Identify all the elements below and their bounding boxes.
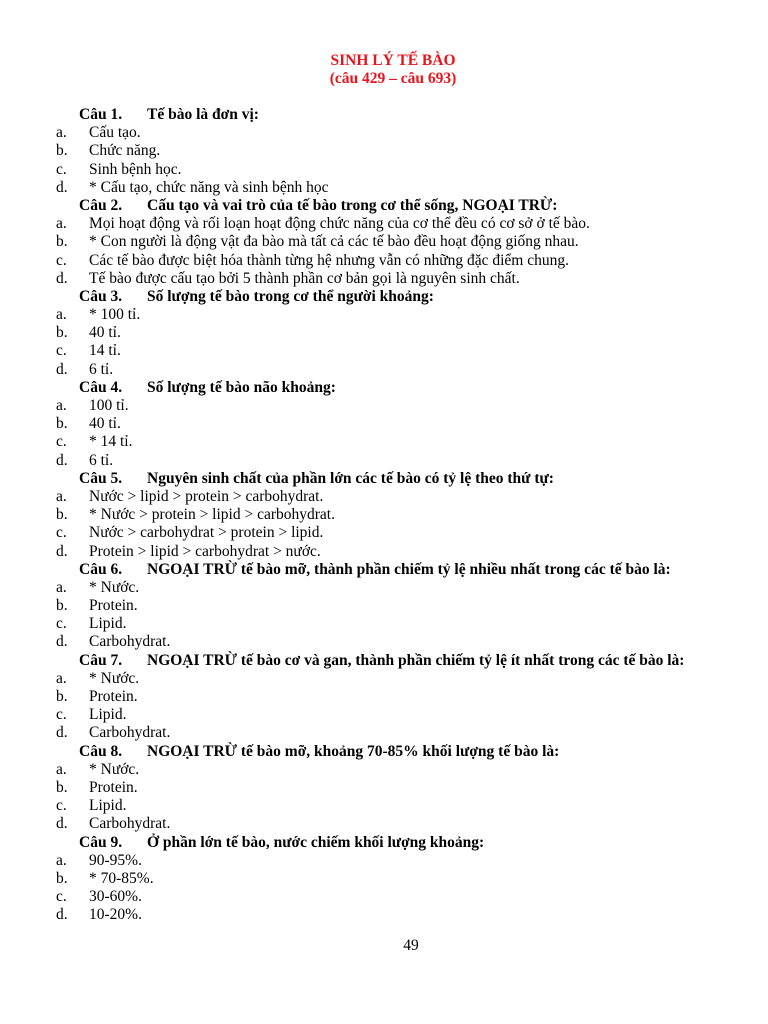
option-text: Protein. <box>89 688 138 705</box>
answer-option <box>0 597 768 615</box>
question-text: NGOẠI TRỪ tế bào cơ và gan, thành phần chiếm tỷ lệ ít nhất trong các tế bào là: <box>147 651 685 669</box>
option-text: Carbohydrat. <box>89 815 171 833</box>
answer-option <box>0 815 768 833</box>
answer-option <box>0 906 768 924</box>
option-text: 40 tỉ. <box>89 324 121 342</box>
option-text: * Nước. <box>89 578 140 596</box>
option-letter: c. <box>56 433 67 451</box>
option-text: Sinh bệnh học. <box>89 160 182 178</box>
option-text: Carbohydrat. <box>89 724 171 742</box>
answer-option <box>0 506 768 524</box>
question-4 <box>0 379 768 397</box>
option-text: 90-95%. <box>89 851 142 869</box>
option-text: Lipid. <box>89 615 127 633</box>
answer-option <box>0 179 768 197</box>
option-text: 6 tỉ. <box>89 360 114 378</box>
question-number: Câu 4. <box>79 378 123 396</box>
answer-option <box>0 633 768 651</box>
question-7 <box>0 652 768 670</box>
option-letter: b. <box>56 415 68 433</box>
question-9 <box>0 834 768 852</box>
question-text: NGOẠI TRỪ tế bào mỡ, thành phần chiếm tỷ lệ nhiều nhất trong các tế bào là: <box>147 560 671 578</box>
question-text: Số lượng tế bào trong cơ thể người khoảng: <box>147 287 434 305</box>
answer-option <box>0 524 768 542</box>
answer-option <box>0 797 768 815</box>
answer-option <box>0 124 768 142</box>
option-letter: b. <box>56 324 68 342</box>
option-text: Cấu tạo. <box>89 124 141 142</box>
document-title <box>0 52 768 88</box>
option-letter: d. <box>56 815 68 833</box>
option-letter: a. <box>56 487 67 505</box>
option-text: Protein. <box>89 778 138 796</box>
option-text: Mọi hoạt động và rối loạn hoạt động chức năng của cơ thể đều có cơ sở ở tế bào. <box>89 215 590 233</box>
option-text: Nước > lipid > protein > carbohydrat. <box>89 487 324 505</box>
question-1 <box>0 106 768 124</box>
option-letter: d. <box>56 360 68 378</box>
answer-option <box>0 142 768 160</box>
option-text: 100 tỉ. <box>89 397 129 414</box>
option-letter: a. <box>56 760 67 778</box>
answer-option <box>0 706 768 724</box>
title-main: SINH LÝ TẾ BÀO <box>330 52 456 69</box>
option-text: 10-20%. <box>89 906 142 924</box>
option-text: Protein. <box>89 597 138 615</box>
option-text: Lipid. <box>89 706 127 724</box>
answer-option <box>0 306 768 324</box>
question-3 <box>0 288 768 306</box>
option-letter: a. <box>56 578 67 596</box>
answer-option <box>0 433 768 451</box>
option-text: 6 tỉ. <box>89 451 114 469</box>
question-text: Cấu tạo và vai trò của tế bào trong cơ thể sống, NGOẠI TRỪ: <box>147 196 558 214</box>
question-number: Câu 8. <box>79 742 123 760</box>
answer-option <box>0 779 768 797</box>
question-6 <box>0 561 768 579</box>
option-text: Lipid. <box>89 797 127 815</box>
answer-option <box>0 397 768 415</box>
question-text: Ở phần lớn tế bào, nước chiếm khối lượng khoảng: <box>147 833 485 851</box>
option-text: * 14 tỉ. <box>89 433 133 451</box>
option-letter: d. <box>56 269 68 287</box>
option-letter: b. <box>56 597 68 615</box>
question-text: Số lượng tế bào não khoảng: <box>147 378 336 396</box>
option-letter: b. <box>56 869 68 887</box>
answer-option <box>0 342 768 360</box>
option-letter: c. <box>56 615 67 633</box>
option-text: Các tế bào được biệt hóa thành từng hệ nhưng vẫn có những đặc điểm chung. <box>89 251 569 269</box>
option-text: * Cấu tạo, chức năng và sinh bệnh học <box>89 178 329 196</box>
option-text: * Nước > protein > lipid > carbohydrat. <box>89 506 335 524</box>
question-number: Câu 7. <box>79 651 123 669</box>
answer-option <box>0 361 768 379</box>
question-number: Câu 5. <box>79 469 123 487</box>
option-letter: c. <box>56 706 67 724</box>
answer-option <box>0 252 768 270</box>
question-5 <box>0 470 768 488</box>
option-letter: a. <box>56 306 67 324</box>
page-number: 49 <box>403 937 419 954</box>
option-letter: c. <box>56 888 67 906</box>
question-list <box>0 106 768 924</box>
option-text: 40 tỉ. <box>89 415 121 433</box>
option-letter: c. <box>56 342 67 360</box>
title-range: (câu 429 – câu 693) <box>329 70 457 87</box>
answer-option <box>0 579 768 597</box>
answer-option <box>0 324 768 342</box>
answer-option <box>0 488 768 506</box>
option-letter: b. <box>56 142 68 160</box>
question-text: Tế bào là đơn vị: <box>147 106 259 123</box>
question-number: Câu 3. <box>79 287 123 305</box>
option-letter: b. <box>56 233 68 251</box>
option-letter: d. <box>56 451 68 469</box>
option-text: 14 tỉ. <box>89 342 121 360</box>
answer-option <box>0 724 768 742</box>
option-text: Nước > carbohydrat > protein > lipid. <box>89 524 324 542</box>
question-text: Nguyên sinh chất của phần lớn các tế bào có tỷ lệ theo thứ tự: <box>147 469 554 487</box>
option-text: Tế bào được cấu tạo bởi 5 thành phần cơ bản gọi là nguyên sinh chất. <box>89 269 520 287</box>
option-letter: c. <box>56 251 67 269</box>
question-2 <box>0 197 768 215</box>
option-letter: b. <box>56 506 68 524</box>
question-text: NGOẠI TRỪ tế bào mỡ, khoảng 70-85% khối lượng tế bào là: <box>147 742 560 760</box>
option-letter: a. <box>56 669 67 687</box>
answer-option <box>0 452 768 470</box>
question-number: Câu 6. <box>79 560 123 578</box>
option-letter: c. <box>56 160 67 178</box>
question-number: Câu 2. <box>79 196 123 214</box>
option-letter: c. <box>56 524 67 542</box>
option-letter: d. <box>56 178 68 196</box>
option-letter: d. <box>56 724 68 742</box>
option-text: Chức năng. <box>89 142 161 160</box>
option-text: Protein > lipid > carbohydrat > nước. <box>89 542 321 560</box>
option-letter: d. <box>56 906 68 924</box>
question-8 <box>0 743 768 761</box>
answer-option <box>0 161 768 179</box>
answer-option <box>0 870 768 888</box>
option-letter: b. <box>56 688 68 705</box>
option-letter: a. <box>56 851 67 869</box>
question-number: Câu 9. <box>79 833 123 851</box>
answer-option <box>0 215 768 233</box>
option-text: 30-60%. <box>89 888 142 906</box>
answer-option <box>0 670 768 688</box>
answer-option <box>0 888 768 906</box>
answer-option <box>0 615 768 633</box>
option-text: Carbohydrat. <box>89 633 171 651</box>
option-letter: a. <box>56 124 67 142</box>
answer-option <box>0 761 768 779</box>
option-text: * Nước. <box>89 669 140 687</box>
answer-option <box>0 688 768 706</box>
option-letter: d. <box>56 542 68 560</box>
answer-option <box>0 852 768 870</box>
option-text: * 70-85%. <box>89 869 154 887</box>
option-letter: d. <box>56 633 68 651</box>
answer-option <box>0 270 768 288</box>
question-number: Câu 1. <box>79 106 123 123</box>
answer-option <box>0 233 768 251</box>
answer-option <box>0 415 768 433</box>
option-text: * 100 tỉ. <box>89 306 141 324</box>
answer-option <box>0 543 768 561</box>
option-letter: b. <box>56 778 68 796</box>
option-letter: c. <box>56 797 67 815</box>
option-letter: a. <box>56 215 67 233</box>
option-text: * Con người là động vật đa bào mà tất cả các tế bào đều hoạt động giống nhau. <box>89 233 579 251</box>
option-text: * Nước. <box>89 760 140 778</box>
option-letter: a. <box>56 397 67 414</box>
